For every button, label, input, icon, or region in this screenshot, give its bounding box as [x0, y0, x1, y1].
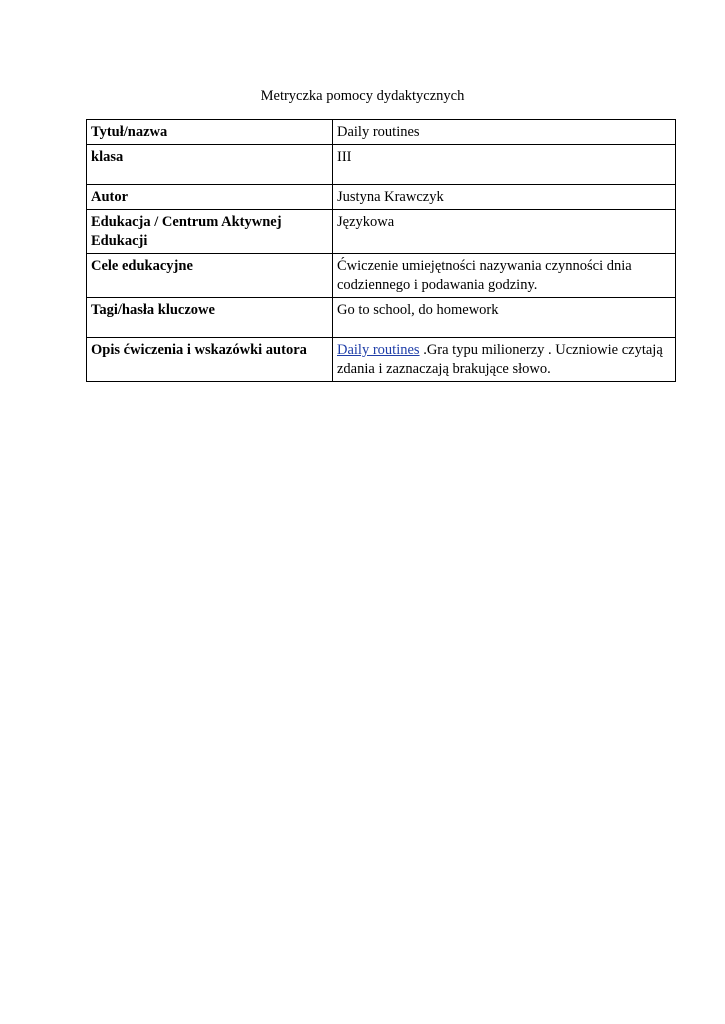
- row-label-tags: Tagi/hasła kluczowe: [87, 298, 333, 338]
- row-value-author: Justyna Krawczyk: [333, 185, 676, 210]
- row-label-title: Tytuł/nazwa: [87, 120, 333, 145]
- row-value-education: Językowa: [333, 210, 676, 254]
- page-title: Metryczka pomocy dydaktycznych: [260, 88, 465, 104]
- metadata-table: [86, 119, 676, 382]
- table-row-title: [87, 120, 676, 145]
- row-label-author: Autor: [87, 185, 333, 210]
- row-label-education: Edukacja / Centrum Aktywnej Edukacji: [87, 210, 333, 254]
- row-label-description: Opis ćwiczenia i wskazówki autora: [87, 338, 333, 382]
- table-row-tags: [87, 298, 676, 338]
- row-value-goals: Ćwiczenie umiejętności nazywania czynności dnia codziennego i podawania godziny.: [333, 254, 676, 298]
- table-row-goals: [87, 254, 676, 298]
- row-value-tags: Go to school, do homework: [333, 298, 676, 338]
- row-label-class: klasa: [87, 145, 333, 185]
- description-text: .Gra typu milionerzy . Uczniowie czytają zdania i zaznaczają brakujące słowo.: [337, 342, 663, 377]
- row-label-goals: Cele edukacyjne: [87, 254, 333, 298]
- table-row-author: [87, 185, 676, 210]
- row-value-title: Daily routines: [333, 120, 676, 145]
- table-row-description: [87, 338, 676, 382]
- row-value-description: [333, 338, 676, 382]
- table-row-class: [87, 145, 676, 185]
- daily-routines-link[interactable]: Daily routines: [337, 342, 420, 358]
- row-value-class: III: [333, 145, 676, 185]
- table-row-education: [87, 210, 676, 254]
